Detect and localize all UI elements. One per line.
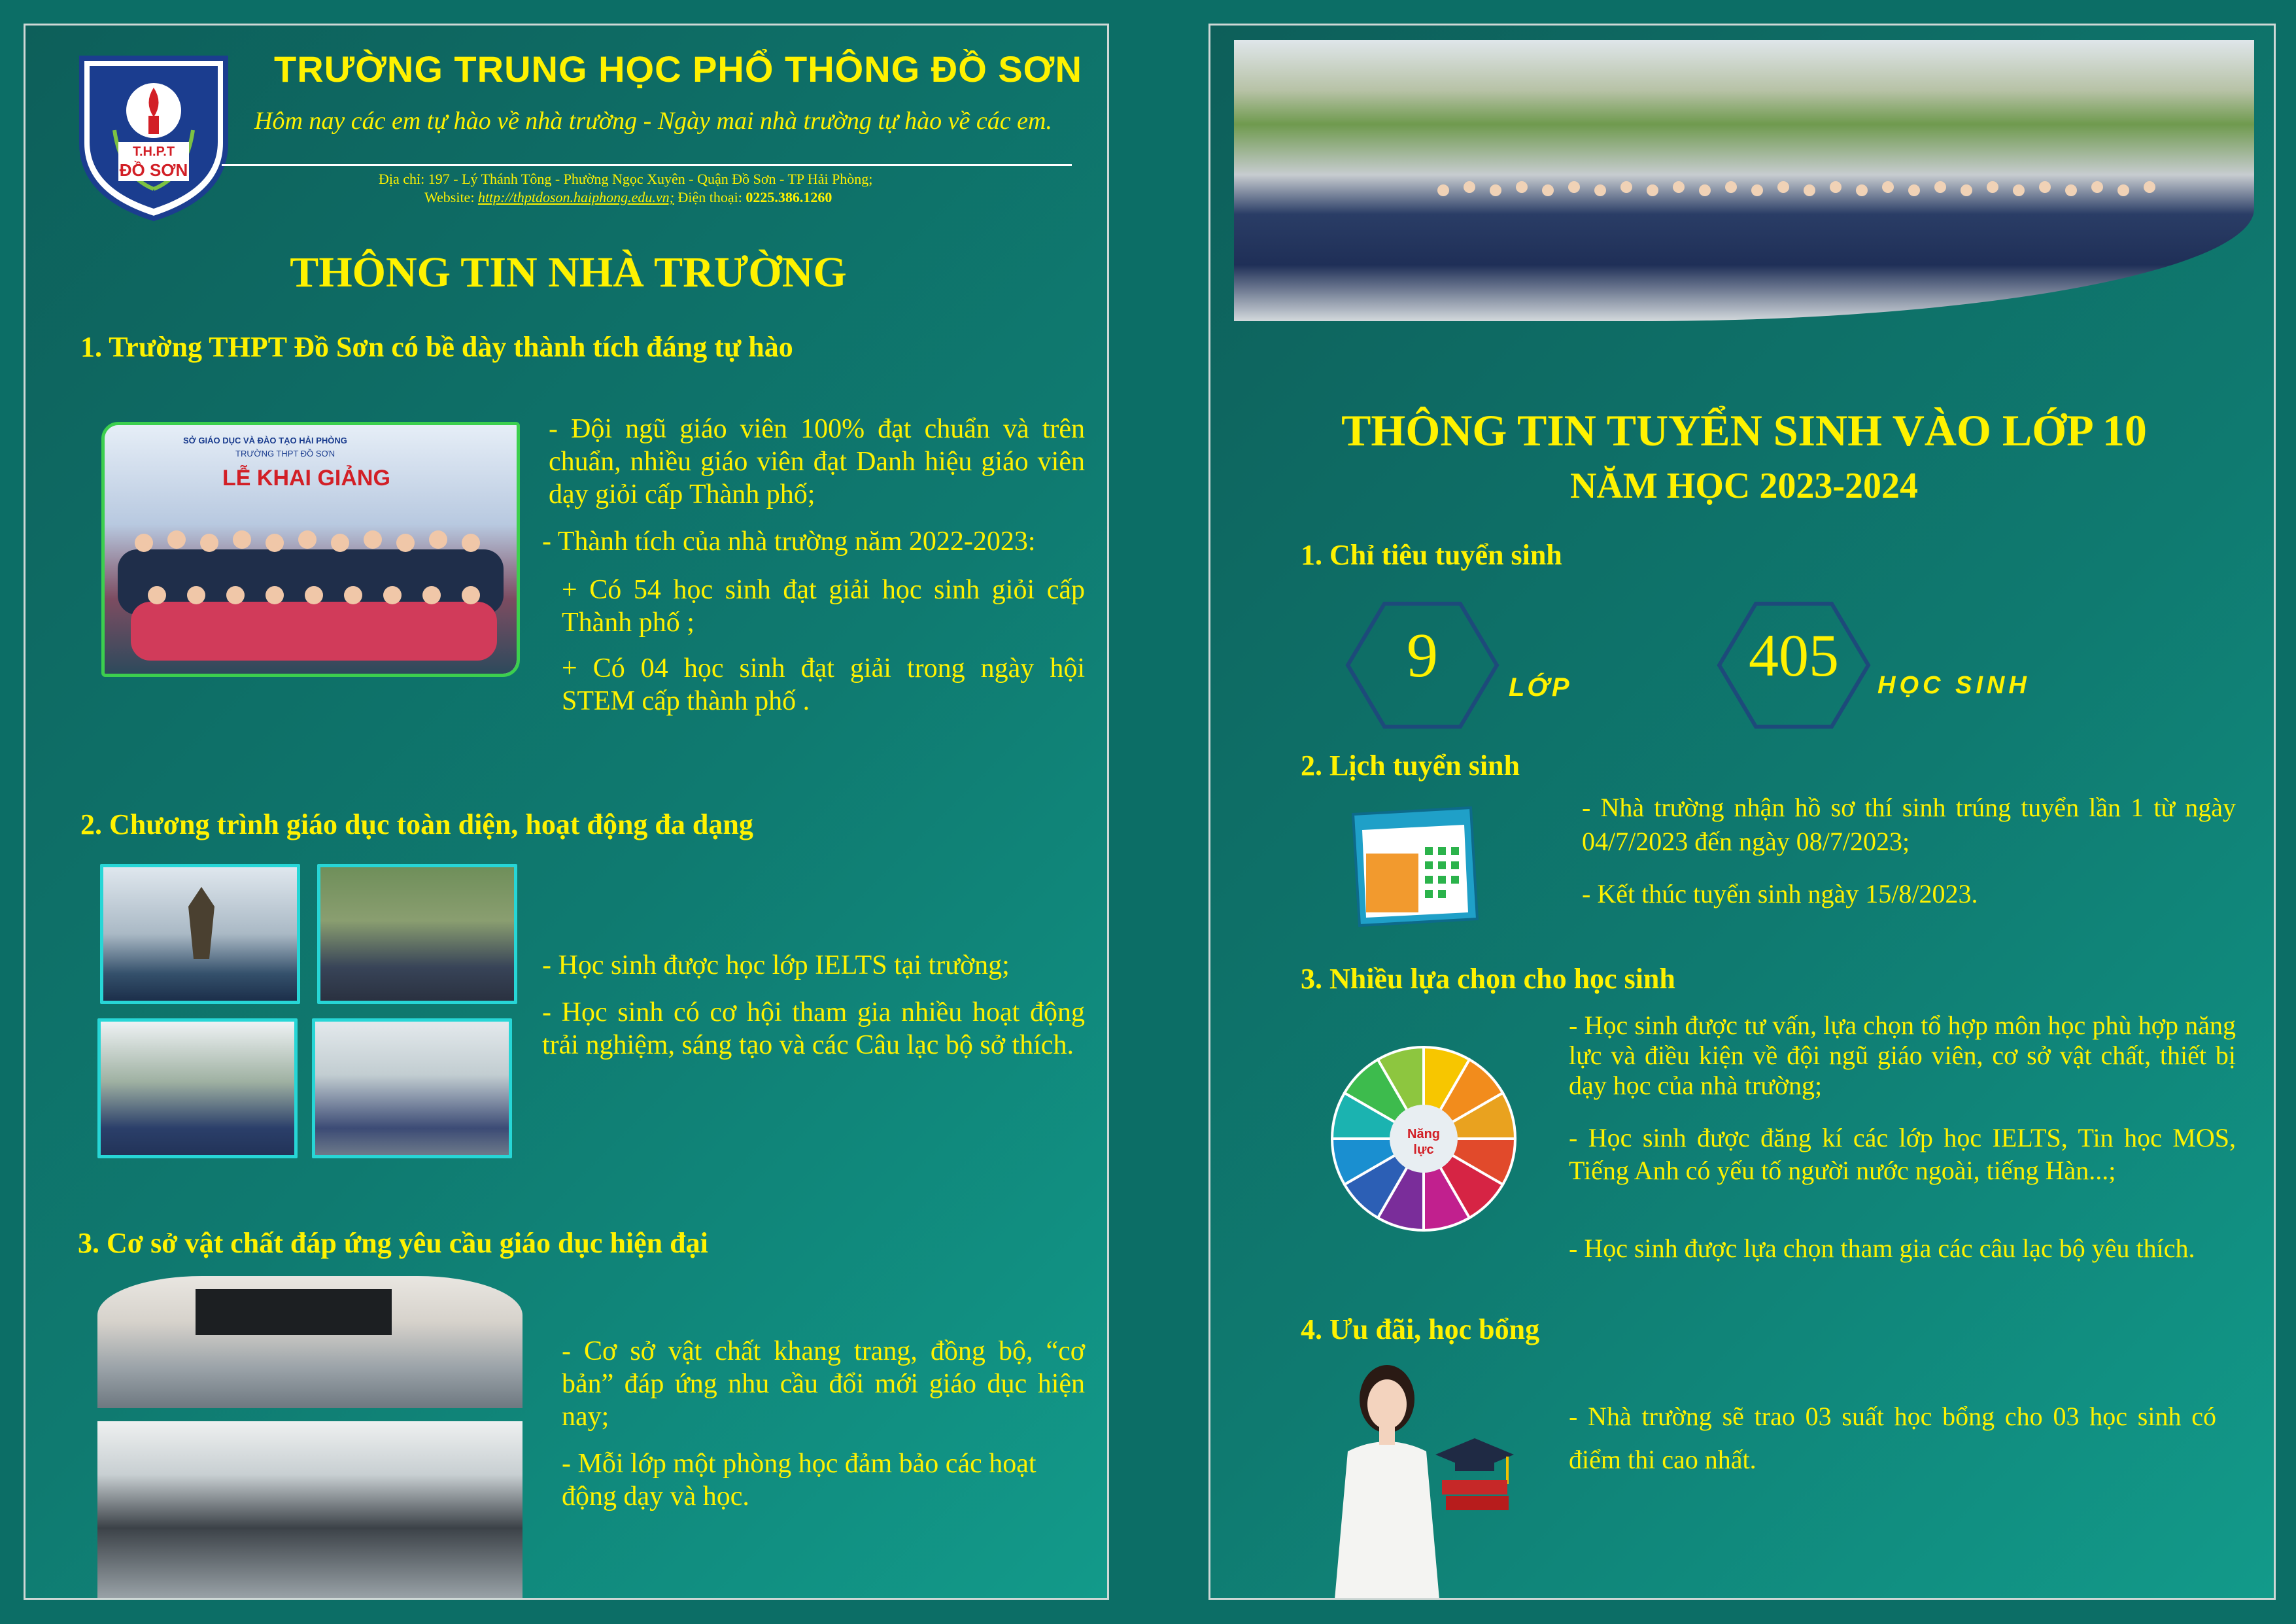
section2-heading: 2. Chương trình giáo dục toàn diện, hoạt động đa dạng xyxy=(80,808,753,840)
lab-blackboard xyxy=(196,1289,392,1335)
page-title: THÔNG TIN NHÀ TRƯỜNG xyxy=(290,249,847,296)
right-panel xyxy=(1208,24,2276,1600)
section1-bullet-4: + Có 04 học sinh đạt giải trong ngày hội STEM cấp thành phố . xyxy=(562,653,1085,716)
school-contact xyxy=(424,189,832,206)
school-logo-shield xyxy=(75,52,232,222)
ceremony-banner-title: LỄ KHAI GIẢNG xyxy=(222,466,390,491)
schedule-bullet-2: - Kết thúc tuyển sinh ngày 15/8/2023. xyxy=(1582,879,1978,908)
activity-photo-yard xyxy=(97,1018,298,1158)
school-name: TRƯỜNG TRUNG HỌC PHỔ THÔNG ĐỒ SƠN xyxy=(274,48,1082,90)
classes-label: LỚP xyxy=(1509,673,1572,702)
choices-bullet-3: - Học sinh được lựa chọn tham gia các câu lạc bộ yêu thích. xyxy=(1569,1234,2195,1263)
school-group-photo xyxy=(1234,40,2254,321)
schedule-heading: 2. Lịch tuyển sinh xyxy=(1301,750,1520,782)
scholarship-bullet-1: - Nhà trường sẽ trao 03 suất học bổng cho 03 học sinh có điểm thi cao nhất. xyxy=(1569,1402,2216,1474)
section2-bullet-2: - Học sinh có cơ hội tham gia nhiều hoạt động trải nghiệm, sáng tạo và các Câu lạc bộ sở thích. xyxy=(542,997,1085,1060)
header-divider xyxy=(222,164,1072,166)
left-panel xyxy=(24,24,1109,1600)
section1-heading: 1. Trường THPT Đồ Sơn có bề dày thành tích đáng tự hào xyxy=(80,331,793,363)
choices-bullet-1: - Học sinh được tư vấn, lựa chọn tổ hợp môn học phù hợp năng lực và điều kiện về đội ngũ giáo viên, cơ sở vật chất, thiết bị dạy học của nhà trường; xyxy=(1569,1011,2236,1100)
choices-bullet-2: - Học sinh được đăng kí các lớp học IELTS, Tin học MOS, Tiếng Anh có yếu tố người nước ngoài, tiếng Hàn...; xyxy=(1569,1123,2236,1185)
calendar-icon xyxy=(1327,801,1484,932)
lab-room-photo xyxy=(97,1276,523,1408)
ceremony-crowd-figures xyxy=(105,504,517,674)
website-label: Website: xyxy=(424,189,475,205)
choices-heading: 3. Nhiều lựa chọn cho học sinh xyxy=(1301,963,1675,995)
school-address: Địa chỉ: 197 - Lý Thánh Tông - Phường Ngọc Xuyên - Quận Đồ Sơn - TP Hải Phòng; xyxy=(379,171,873,187)
school-logo xyxy=(75,52,232,222)
admission-title-line2: NĂM HỌC 2023-2024 xyxy=(1570,466,1918,506)
section1-bullet-2: - Thành tích của nhà trường năm 2022-2023: xyxy=(542,527,1036,557)
section1-bullet-1: - Đội ngũ giáo viên 100% đạt chuẩn và trên chuẩn, nhiều giáo viên đạt Danh hiệu giáo viên dạy giỏi cấp Thành phố; xyxy=(549,414,1085,510)
activity-photo-statue xyxy=(100,864,300,1004)
section3-bullet-2: - Mỗi lớp một phòng học đảm bảo các hoạt động dạy và học. xyxy=(562,1449,1037,1512)
classes-value: 9 xyxy=(1407,620,1438,690)
section1-bullet-3: + Có 54 học sinh đạt giải học sinh giỏi cấp Thành phố ; xyxy=(562,575,1085,638)
logo-top-text: T.H.P.T xyxy=(132,145,175,159)
ceremony-banner-line1: SỞ GIÁO DỤC VÀ ĐÀO TẠO HẢI PHÒNG xyxy=(183,436,347,445)
section3-bullet-1: - Cơ sở vật chất khang trang, đồng bộ, “cơ bản” đáp ứng nhu cầu đổi mới giáo dục hiện nay; xyxy=(562,1336,1085,1432)
logo-name-text: ĐỒ SƠN xyxy=(119,160,188,180)
students-value: 405 xyxy=(1749,622,1839,689)
activity-photo-group-trees xyxy=(317,864,517,1004)
phone-label: Điện thoại: xyxy=(677,189,742,205)
opening-ceremony-photo xyxy=(101,422,520,677)
section3-heading: 3. Cơ sở vật chất đáp ứng yêu cầu giáo dục hiện đại xyxy=(78,1227,708,1259)
ceremony-banner-line2: TRƯỜNG THPT ĐỒ SƠN xyxy=(235,449,335,458)
phone-number: 0225.386.1260 xyxy=(745,189,832,205)
statue-figure xyxy=(169,880,234,972)
admission-title-line1: THÔNG TIN TUYỂN SINH VÀO LỚP 10 xyxy=(1341,406,2147,455)
wheel-center-line1: Năng xyxy=(1407,1127,1440,1141)
activity-photo-field xyxy=(312,1018,512,1158)
computer-room-photo xyxy=(97,1421,523,1599)
students-label: HỌC SINH xyxy=(1877,672,2030,699)
wheel-center-line2: lực xyxy=(1413,1143,1434,1157)
students-crowd xyxy=(1234,138,2254,308)
website-link[interactable]: http://thptdoson.haiphong.edu.vn; xyxy=(477,189,674,205)
section2-bullet-1: - Học sinh được học lớp IELTS tại trường; xyxy=(542,950,1010,980)
schedule-bullet-1: - Nhà trường nhận hồ sơ thí sinh trúng tuyển lần 1 từ ngày 04/7/2023 đến ngày 08/7/2023; xyxy=(1582,793,2236,856)
school-motto: Hôm nay các em tự hào về nhà trường - Ngày mai nhà trường tự hào về các em. xyxy=(254,107,1052,135)
graduation-books-icon xyxy=(1429,1432,1520,1517)
quota-heading: 1. Chỉ tiêu tuyển sinh xyxy=(1301,539,1562,571)
scholarship-heading: 4. Ưu đãi, học bổng xyxy=(1301,1313,1540,1345)
